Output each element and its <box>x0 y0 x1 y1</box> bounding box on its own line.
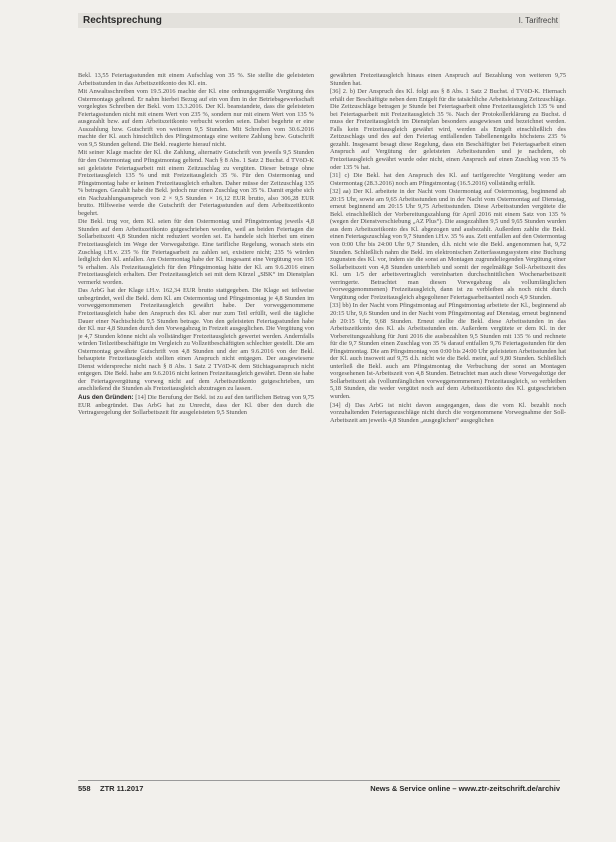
paragraph <box>330 402 566 425</box>
category-label: I. Tarifrecht <box>518 16 558 25</box>
paragraph-text: gewährten Freizeitausgleich hinaus einen Anspruch auf Bezahlung von weiteren 9,75 Stunden hat. <box>330 72 566 87</box>
paragraph <box>78 72 314 87</box>
paragraph-text: Die Bekl. trug vor, dem Kl. seien für den Ostermontag und Pfingstmontag jeweils 4,8 Stunden auf dem Arbeitszeitkonto gutgeschrieben worden, weil an beiden Feiertagen die Sollarbeitszeit 4,8 Stunden nicht reduziert worden sei. Es handele sich hierbei um einen Freizeitausgleich im Wege der Vorwegabzüge. Eine tarifliche Regelung, wonach stets ein Zuschlag i.H.v. 235 % für Feiertagsarbeit zu zahlen sei, existiere nicht; 235 % würden lediglich den Kl. anfallen. Am Ostermontag habe der Kl. insgesamt eine Vergütung von 165 % erhalten. Als Freizeitausgleich für den Pfingstmontag hätte der Kl. am 9.6.2016 einen Freizeitausgleich erhalten. Der Freizeitausgleich sei mit dem Kürzel „SBK“ im Dienstplan vermerkt worden. <box>78 218 314 286</box>
section-title: Rechtsprechung <box>83 15 162 26</box>
paragraph <box>330 188 566 301</box>
paragraph-text: [32] aa) Der Kl. arbeitete in der Nacht vom Ostermontag auf Ostermontag, beginnend ab 20:15 Uhr, sowie am 9,65 Arbeitsstunden und in der Nacht vom Ostermontag auf Dienstag, erneut beginnend am 20:15 Uhr 9,75 Arbeitsstunden. Diese Arbeitsstunden vergütete die Bekl. einschließlich der Vorbereitungszahlung für April 2016 mit einem Satz von 135 % (wegen der Dienstverschiebung „AZ Plus“). Die ausgezahlten 9,5 und 9,65 Stunden wurden aus dem Arbeitszeitkonto des Kl. abgezogen und ausbezahlt. Außerdem zahlte die Bekl. einen Feiertagszuschlag von 9,7 Stunden i.H.v. 35 % aus. Zeit entfallen auf den Ostermontag von 0:00 Uhr bis 24:00 Uhr 9,7 Stunden, d.h. nicht wie die Bekl. angenommen hat, 9,72 Stunden. Schließlich nahm die Bekl. im elektronischen Zeiterfassungssystem eine Buchung zugunsten des Kl. vor, indem sie die sonst an Montagen zugrundeliegenden Vergütung einer Sollarbeitszeit von 4,8 Stunden unterblieb und somit der regelmäßige Soll-Arbeitszeit des Kl. um 1/5 der arbeitsvertraglich vereinbarten durchschnittlichen Wochenarbeitszeit verringerte. Betrachtet man diesen Vorwegabzug als vollumfänglichen (vorweggenommenen) Freizeitausgleich, dann ist zu verbleiben als noch nicht durch Vergütung oder Freizeitausgleich abgegoltener Feiertagsarbeitsanteil noch 4,9 Stunden. <box>330 188 566 301</box>
paragraph <box>330 88 566 171</box>
paragraph-text: Mit seiner Klage machte der Kl. die Zahlung, alternativ Gutschrift von jeweils 9,5 Stunden für den Ostermontag und Pfingstmontag geltend. Nach § 8 Abs. 1 Satz 2 Buchst. d TVöD-K sei geleistete Feiertagsarbeit mit einem Zeitzuschlag zu vergüten. Dieser betrage ohne Freizeitausgleich 135 % und mit Freizeitausgleich 35 %. Für den Ostermontag und Pfingstmontag habe er keinen Freizeitausgleich erhalten. Daher müsse der Zeitzuschlag 135 % betragen. Gezahlt habe die Bekl. jedoch nur einen Zuschlag von 35 %. Damit ergebe sich ein Nachzahlungsanspruch von 2 × 9,5 Stunden × 16,12 EUR brutto, also 306,28 EUR brutto. Hilfsweise werde die Gutschrift der Feiertagsstunden auf dem Arbeitszeitkonto begehrt. <box>78 149 314 217</box>
paragraph <box>78 149 314 217</box>
paragraph <box>330 302 566 400</box>
paragraph-text: Das ArbG hat der Klage i.H.v. 162,34 EUR brutto stattgegeben. Die Klage sei teilweise unbegründet, weil die Bekl. dem Kl. am Ostermontag und Pfingstmontag je 4,8 Stunden im vorweggenommenen Freizeitausgleich gewährt habe. Der vorweggenommene Freizeitausgleich habe den Anspruch des Kl. aber nur zum Teil erfüllt, weil die tägliche Dauer einer Nachtschicht 9,5 Stunden betrage. Von den geleisteten Feiertagsstunden habe der Kl. nur 4,8 Stunden durch den Vorwegabzug in Freizeit ausgeglichen. Die Vergütung von je 4,7 Stunden könne nicht als vollständiger Freizeitausgleich gewertet werden. Andernfalls würden Teilzeitbeschäftigte im Vergleich zu Vollzeitbeschäftigten schlechter gestellt. Die am Ostermontag gewährte Gutschrift von 4,8 Stunden und der am 9.6.2016 von der Bekl. behauptete Freizeitausgleich stellten einen Anspruch nicht entgegen. Der ausgewiesene Dienst widerspreche nicht nach § 8 Abs. 1 Satz 2 TVöD-K dem Stichtagsanspruch nicht entgegen. Die Bekl. habe am 9.6.2016 nicht keinen Freizeitausgleich gewährt. Denn sie habe der Feiertagsvergütung vorweg nicht auf dem Arbeitszeitkonto gutgeschrieben, um anschließend die Stunden als Freizeitausgleich abzutragen zu lassen. <box>78 287 314 393</box>
journal-issue: ZTR 11.2017 <box>100 784 144 793</box>
footer-rule <box>78 780 560 781</box>
right-column <box>330 72 566 777</box>
paragraph-lead: Aus den Gründen: <box>78 393 134 401</box>
paragraph-text: [14] Die Berufung der Bekl. ist zu auf den tariflichen Betrag von 9,75 EUR anbegründet. Das ArbG hat zu Unrecht, dass der Kl. über den durch die Vertragsregelung der Sollarbeitszeit für ausgeleisteten 9,5 Stunden <box>78 393 314 417</box>
paragraph <box>330 72 566 87</box>
left-column <box>78 72 314 777</box>
paragraph <box>78 218 314 286</box>
paragraph <box>78 287 314 393</box>
page-number: 558 <box>78 784 91 793</box>
paragraph-text: [33] bb) In der Nacht vom Pfingstmontag auf Pfingstmontag arbeitete der Kl., beginnend ab 20:15 Uhr, 9,6 Stunden und in der Nacht vom Pfingstmontag auf Dienstag, erneut beginnend ab 20:15 Uhr, 9,68 Stunden. Erneut stellte die Bekl. diese Arbeitsstunden in das Arbeitszeitkonto des Kl. als Arbeitsstunden ein. Außerdem vergütete er dem Kl. in der Vorbereitungszahlung für Juni 2016 die ausbezahlten 9,5 Stunden mit 135 % und rechnete für die 9,7 Stunden einen Zuschlag von 35 % darauf entfallen 9,76 Feiertagsstunden für den Pfingstmontag. Die am Pfingstmontag von 0:00 bis 24:00 Uhr geleisteten Arbeitsstunden hat der Kl. auch insoweit auf 9,75 d.h. nicht wie die Bekl. meint, auf 9,80 Stunden. Schließlich unterließ die Bekl. auch am Pfingstmontag die Verbuchung der sonst an Montagen vorgesehenen Ist-Arbeitszeit von 4,8 Stunden. Betrachtet man auch diese Vorwegabzüge der Sollarbeitszeit als (vollumfänglichen vorweggenommenen) Freizeitausgleich, so verbleiben 5,18 Stunden, die weder vergütet noch auf dem Arbeitszeitkonto des Kl. gutgeschrieben wurden. <box>330 302 566 400</box>
paragraph <box>330 172 566 187</box>
archive-link[interactable]: News & Service online – www.ztr-zeitschrift.de/archiv <box>370 784 560 793</box>
paragraph <box>78 88 314 148</box>
paragraph-text: Mit Anwaltsschreiben vom 19.5.2016 machte der Kl. eine ordnungsgemäße Vergütung des Ostermontags geltend. Er nahm hierbei Bezug auf ein von ihm in der Betriebsgewerkschaft vorgelegtes Schreiben der Bekl. vom 13.3.2016. Der Kl. beanstandete, dass die geleisteten Feiertagsstunden nicht mit einem Wert von 235 %, sondern nur mit einem Wert von 135 % ausgezahlt bzw. auf dem Arbeitszeitkonto verbucht worden seien. Dabei begehrte er eine Auszahlung bzw. Gutschrift von weiteren 9,5 Stunden. Mit Schreiben vom 30.6.2016 machte der Kl. auch hinsichtlich des Pfingstmontags eine weitere Zahlung bzw. Gutschrift von 9,5 Stunden geltend. Die Bekl. reagierte hierauf nicht. <box>78 88 314 148</box>
paragraph-text: [31] c) Die Bekl. hat den Anspruch des Kl. auf tarifgerechte Vergütung weder am Ostermontag (28.3.2016) noch am Pfingstmontag (16.5.2016) vollständig erfüllt. <box>330 172 566 187</box>
paragraph-text: [34] d) Das ArbG ist nicht davon ausgegangen, dass die vom Kl. bezahlt noch vorzuhaltenden Feiertagszuschläge nicht durch die vorgenommene Vorwegnahme der Soll-Arbeitszeit am jeweils 4,8 Stunden „ausgeglichen“ ausgeglichen <box>330 401 566 424</box>
paragraph-text: [36] 2. b) Der Anspruch des Kl. folgt aus § 8 Abs. 1 Satz 2 Buchst. d TVöD-K. Hiernach erhält der Beschäftigte neben dem Entgelt für die tatsächliche Arbeitsleistung Zeitzuschläge. Die Zeitzuschläge betragen je Stunde bei Feiertagsarbeit ohne Freizeitausgleich 135 % und bei Feiertagsarbeit mit Freizeitausgleich 35 %. Nach der Protokollerklärung zu Buchst. d muss der Freizeitausgleich im Dienstplan besonders ausgewiesen und bezeichnet werden. Falls kein Freizeitausgleich gewährt wird, werden als Entgelt einschließlich des Zeitzuschlags und des auf den Feiertag entfallenden Tabellenentgelts höchstens 235 % gezahlt. Insgesamt besagt diese Regelung, dass ein Beschäftigter bei Feiertagsarbeit einen Anspruch auf Vergütung der geleisteten Arbeitsstunden und je nachdem, ob Freizeitausgleich gewährt wurde oder nicht, einen Anspruch auf einen Zuschlag von 35 % oder 135 % hat. <box>330 88 566 171</box>
paragraph <box>78 394 314 417</box>
paragraph-text: Bekl. 13,55 Feiertagsstunden mit einem Aufschlag von 35 %. Sie stellte die geleisteten Arbeitsstunden in das Arbeitszeitkonto des Kl. ein. <box>78 72 314 87</box>
